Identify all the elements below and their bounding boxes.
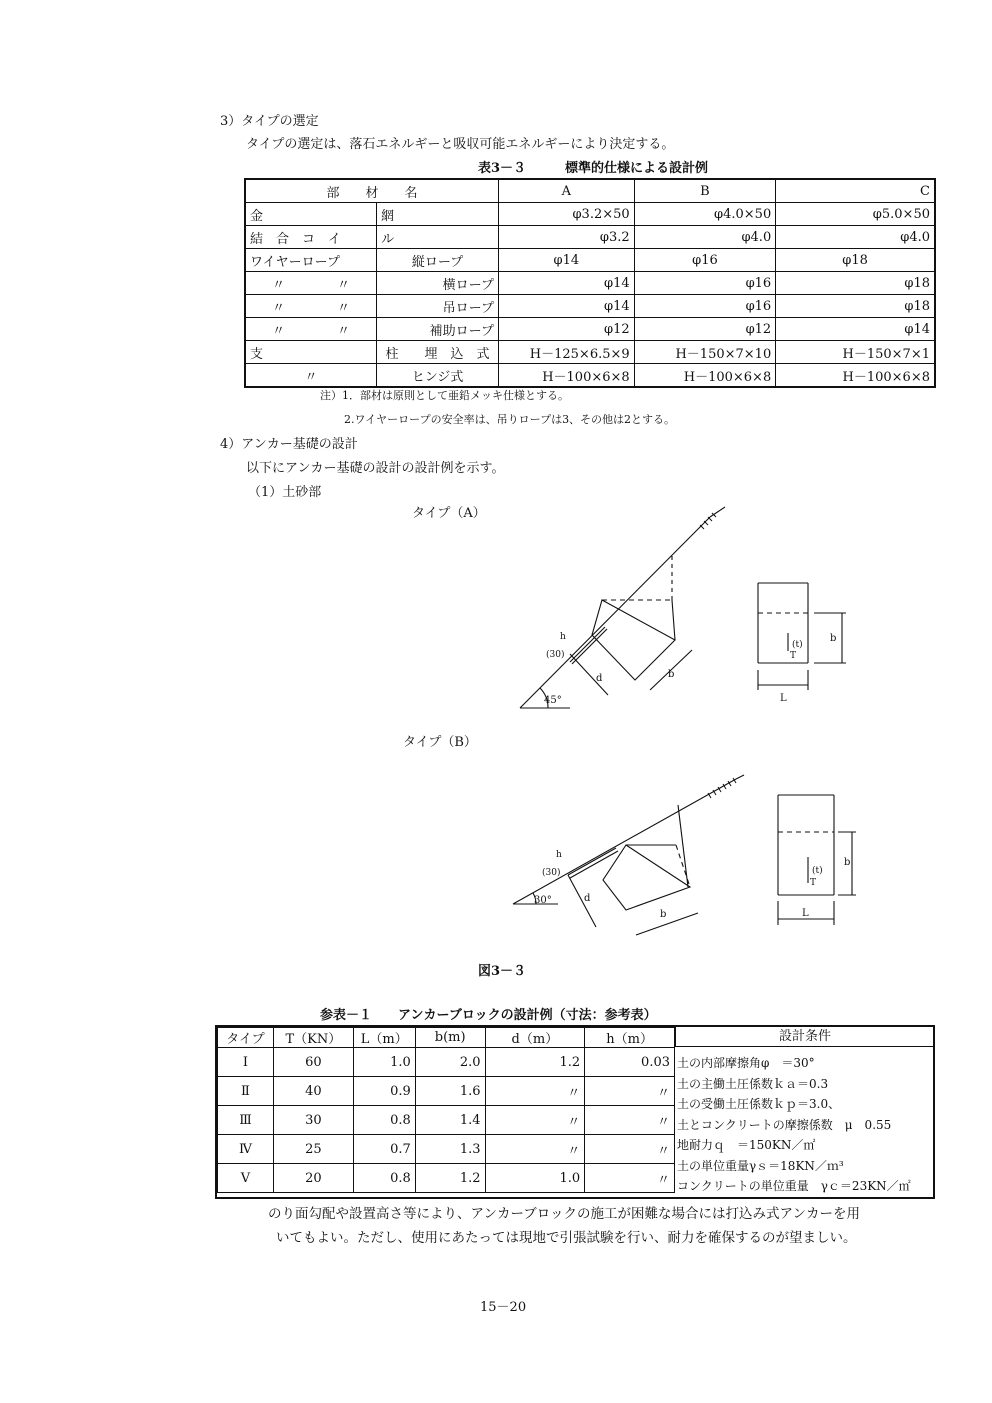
cell: 〃 [585,1077,675,1106]
cell: φ16 [634,295,776,318]
ref-table-title: 参表－１ アンカーブロックの設計例（寸法：参考表） [320,1008,657,1023]
cell: Ⅴ [218,1164,274,1193]
table-row [218,1077,675,1106]
cell: 補助ロープ [377,318,499,341]
cell: φ16 [634,272,776,295]
table-row [245,272,935,295]
cell: φ4.0 [634,226,776,249]
table-row [218,1135,675,1164]
table3-3-title: 表3－３ 標準的仕様による設計例 [478,161,709,176]
dim-d-label: d [596,673,603,684]
dim-l-label: L [780,693,787,704]
cell: φ14 [499,295,635,318]
condition-line: 土の主働土圧係数ｋａ＝0.3 [677,1076,829,1091]
ref-table [215,1025,935,1199]
dim-h-label: h [560,632,566,642]
cell: ヒンジ式 [377,364,499,388]
cell: φ16 [634,249,776,272]
closing-line-2: いてもよい。ただし、使用にあたっては現地で引張試験を行い、耐力を確保するのが望ましい。 [276,1230,857,1246]
angle-label-b: 30° [534,895,552,906]
cell: φ3.2×50 [499,203,635,226]
table-row [218,1106,675,1135]
cell: H－100×6×8 [776,364,935,388]
tension-t-label-b: (t) [812,866,823,876]
cell: 0.8 [353,1106,415,1135]
cell: φ4.0 [776,226,935,249]
tension-label: T [790,651,797,661]
table-row [245,364,935,388]
header-b: B [634,179,776,203]
condition-line: コンクリートの単位重量 γｃ＝23KN／㎡ [677,1179,911,1193]
cell: 25 [273,1135,353,1164]
closing-line-1: のり面勾配や設置高さ等により、アンカーブロックの施工が困難な場合には打込み式アンカーを用 [268,1206,860,1222]
cell: 1.3 [415,1135,485,1164]
spec-table-header [245,179,935,203]
table-row [218,1164,675,1193]
cell: 柱 埋 込 式 [377,341,499,364]
tension-label-b: T [810,878,817,888]
conditions-header: 設計条件 [675,1027,934,1047]
header-cell: タイプ [218,1028,274,1048]
table-row [245,203,935,226]
cell: 結 合 コ イ [245,226,377,249]
cell: φ12 [634,318,776,341]
table-row [245,295,935,318]
cell: H－100×6×8 [634,364,776,388]
header-cell: T（KN） [273,1028,353,1048]
header-member: 部 材 名 [245,179,499,203]
section3-text: タイプの選定は、落石エネルギーと吸収可能エネルギーにより決定する。 [246,137,675,152]
cell: 30 [273,1106,353,1135]
cell: 2.0 [415,1048,485,1077]
dim-h-label-b: h [556,850,562,860]
cell: 〃 [485,1106,585,1135]
cell: φ14 [499,272,635,295]
angle-label-a: 45° [544,695,562,706]
cell: 〃 [485,1077,585,1106]
dim-b-label-b: b [660,909,667,920]
cell: 1.0 [353,1048,415,1077]
cell: 0.9 [353,1077,415,1106]
cell: 40 [273,1077,353,1106]
header-c: C [776,179,935,203]
cell: φ12 [499,318,635,341]
cell: 金 [245,203,377,226]
cell: 0.03 [585,1048,675,1077]
dim-b-label: b [668,669,675,680]
design-conditions [677,1053,911,1197]
condition-line: 土とコンクリートの摩擦係数 μ 0.55 [677,1117,892,1132]
header-cell: h（m） [585,1028,675,1048]
tension-t-label: (t) [792,640,803,650]
cell: 吊ロープ [377,295,499,318]
cell: 横ロープ [377,272,499,295]
dim-b-side-label-b: b [844,857,851,868]
cell: Ⅱ [218,1077,274,1106]
cell: H－150×7×1 [776,341,935,364]
condition-line: 土の内部摩擦角φ ＝30° [677,1056,815,1070]
cell: 1.2 [415,1164,485,1193]
cell: 60 [273,1048,353,1077]
cell: 20 [273,1164,353,1193]
table-note-1: 注）1．部材は原則として亜鉛メッキ仕様とする。 [320,389,569,402]
cell: H－125×6.5×9 [499,341,635,364]
section3-heading: 3）タイプの選定 [220,114,319,129]
header-cell: d（m） [485,1028,585,1048]
table-row [218,1048,675,1077]
cell: 1.2 [485,1048,585,1077]
cell: φ14 [776,318,935,341]
cell: 1.4 [415,1106,485,1135]
table-row [245,341,935,364]
table-note-2: 2.ワイヤーロープの安全率は、吊りロープは3、その他は2とする。 [344,413,676,426]
condition-line: 地耐力ｑ ＝150KN／㎡ [677,1138,816,1152]
figure-type-a-label: タイプ（A） [412,506,486,521]
cell: φ4.0×50 [634,203,776,226]
header-a: A [499,179,635,203]
figure-caption: 図3－３ [478,964,527,979]
table-row [245,318,935,341]
dim-30-label-b: (30) [542,868,561,878]
cell: φ5.0×50 [776,203,935,226]
condition-line: 土の受働土圧係数ｋｐ＝3.0、 [677,1097,841,1111]
cell: 1.0 [485,1164,585,1193]
cell: 0.8 [353,1164,415,1193]
table-row [245,226,935,249]
cell: 〃 〃 [245,272,377,295]
anchor-diagram-type-b [508,765,868,945]
cell: Ⅰ [218,1048,274,1077]
table-row [245,249,935,272]
cell: φ18 [776,295,935,318]
cell: ル [377,226,499,249]
cell: φ3.2 [499,226,635,249]
ref-table-grid [217,1027,675,1193]
spec-table [244,178,936,388]
cell: 〃 [245,364,377,388]
dim-l-label-b: L [802,908,809,919]
page-number: 15－20 [480,1300,527,1315]
cell: H－150×7×10 [634,341,776,364]
dim-30-label: (30) [546,650,565,660]
cell: 縦ロープ [377,249,499,272]
cell: 1.6 [415,1077,485,1106]
cell: 網 [377,203,499,226]
cell: Ⅲ [218,1106,274,1135]
section4-subheading: （1）土砂部 [248,485,322,500]
dim-b-side-label: b [830,633,837,644]
cell: Ⅳ [218,1135,274,1164]
cell: 〃 〃 [245,295,377,318]
dim-d-label-b: d [584,893,591,904]
section4-heading: 4）アンカー基礎の設計 [220,437,358,452]
cell: φ14 [499,249,635,272]
anchor-diagram-type-a [510,505,860,720]
cell: φ18 [776,272,935,295]
cell: H－100×6×8 [499,364,635,388]
cell: ワイヤーロープ [245,249,377,272]
figure-type-b-label: タイプ（B） [403,735,477,750]
header-cell: b(m) [415,1028,485,1048]
condition-line: 土の単位重量γｓ＝18KN／ｍ³ [677,1158,844,1173]
cell: 〃 [585,1135,675,1164]
header-cell: L（m） [353,1028,415,1048]
cell: 〃 〃 [245,318,377,341]
cell: 〃 [585,1106,675,1135]
cell: 〃 [585,1164,675,1193]
cell: 支 [245,341,377,364]
cell: 〃 [485,1135,585,1164]
section4-text: 以下にアンカー基礎の設計の設計例を示す。 [246,461,505,476]
cell: 0.7 [353,1135,415,1164]
cell: φ18 [776,249,935,272]
ref-table-header [218,1028,675,1048]
